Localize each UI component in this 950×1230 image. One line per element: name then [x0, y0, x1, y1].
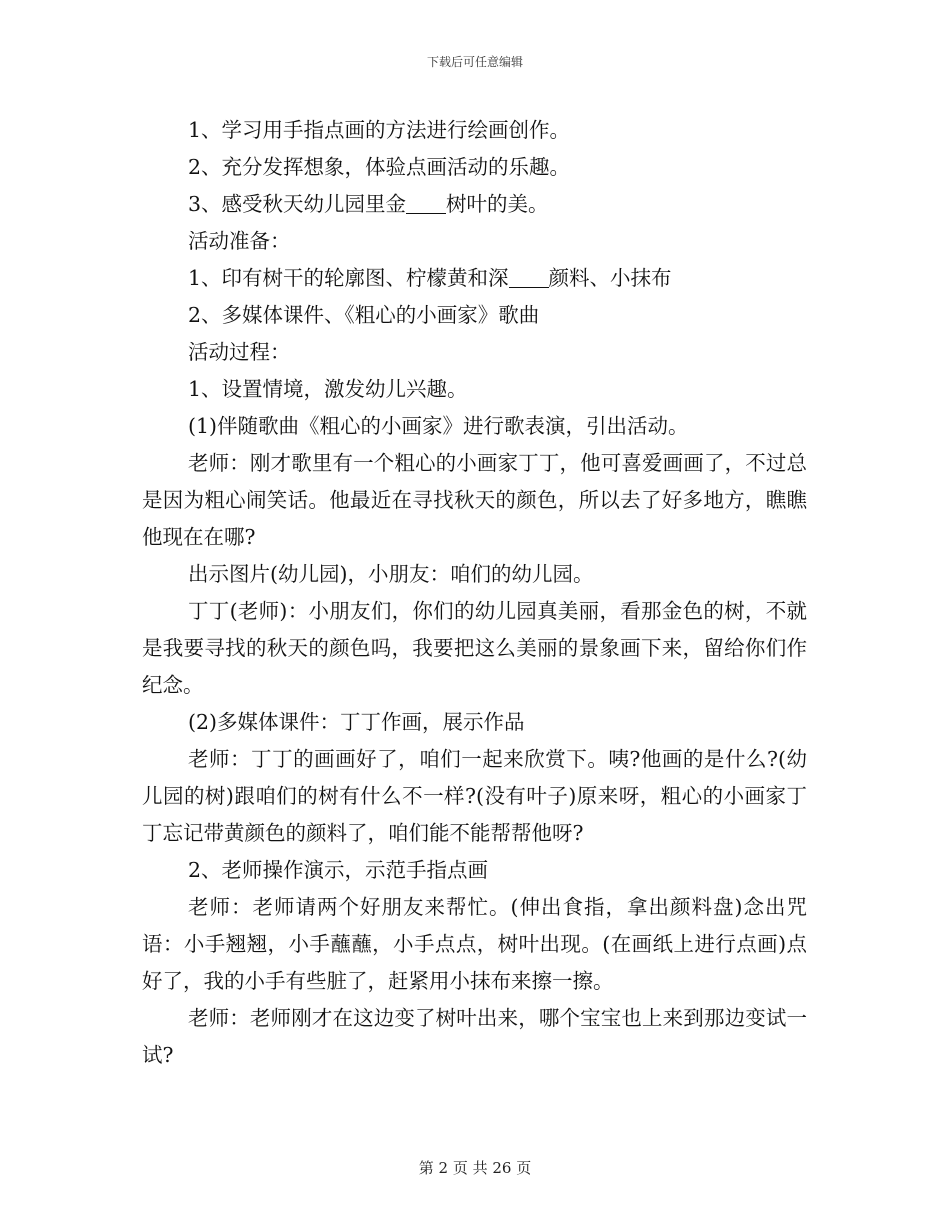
paragraph: 老师：老师刚才在这边变了树叶出来，哪个宝宝也上来到那边变试一试?: [142, 1006, 807, 1067]
paragraph: 1、学习用手指点画的方法进行绘画创作。: [188, 118, 571, 142]
paragraph: [142, 186, 807, 223]
paragraph: (2)多媒体课件：丁丁作画，展示作品: [188, 710, 525, 734]
paragraph: 老师：丁丁的画画好了，咱们一起来欣赏下。咦?他画的是什么?(幼儿园的树)跟咱们的树有什么不一样?(没有叶子)原来呀，粗心的小画家丁丁忘记带黄颜色的颜料了，咱们能不能帮帮他呀?: [142, 747, 807, 845]
section-heading: 活动过程：: [188, 340, 291, 364]
paragraph-text: 3、感受秋天幼儿园里金: [188, 192, 407, 216]
paragraph: [142, 260, 807, 297]
paragraph: 老师：老师请两个好朋友来帮忙。(伸出食指，拿出颜料盘)念出咒语：小手翘翘，小手蘸蘸，小手点点，树叶出现。(在画纸上进行点画)点好了，我的小手有些脏了，赶紧用小抹布来擦一擦。: [142, 895, 807, 993]
section-heading: 活动准备：: [188, 229, 291, 253]
paragraph-text: 颜料、小抹布: [548, 266, 672, 290]
paragraph: 2、老师操作演示，示范手指点画: [188, 858, 489, 882]
paragraph: 出示图片(幼儿园)，小朋友：咱们的幼儿园。: [188, 562, 594, 586]
paragraph-text: 1、印有树干的轮廓图、柠檬黄和深: [188, 266, 509, 290]
paragraph: 2、多媒体课件、《粗心的小画家》歌曲: [188, 303, 540, 327]
fill-blank: [509, 267, 549, 289]
document-body: [142, 112, 807, 1074]
paragraph: 丁丁(老师)：小朋友们，你们的幼儿园真美丽，看那金色的树，不就是我要寻找的秋天的颜色吗，我要把这么美丽的景象画下来，留给你们作纪念。: [142, 599, 807, 697]
page-header: 下载后可任意编辑: [426, 55, 523, 69]
paragraph: 老师：刚才歌里有一个粗心的小画家丁丁，他可喜爱画画了，不过总是因为粗心闹笑话。他最近在寻找秋天的颜色，所以去了好多地方，瞧瞧他现在在哪?: [142, 451, 807, 549]
paragraph: (1)伴随歌曲《粗心的小画家》进行歌表演，引出活动。: [188, 414, 689, 438]
paragraph-text: 树叶的美。: [446, 192, 549, 216]
paragraph: 1、设置情境，激发幼儿兴趣。: [188, 377, 468, 401]
paragraph: 2、充分发挥想象，体验点画活动的乐趣。: [188, 155, 571, 179]
page-footer: 第 2 页 共 26 页: [418, 1159, 532, 1177]
fill-blank: [406, 193, 446, 215]
